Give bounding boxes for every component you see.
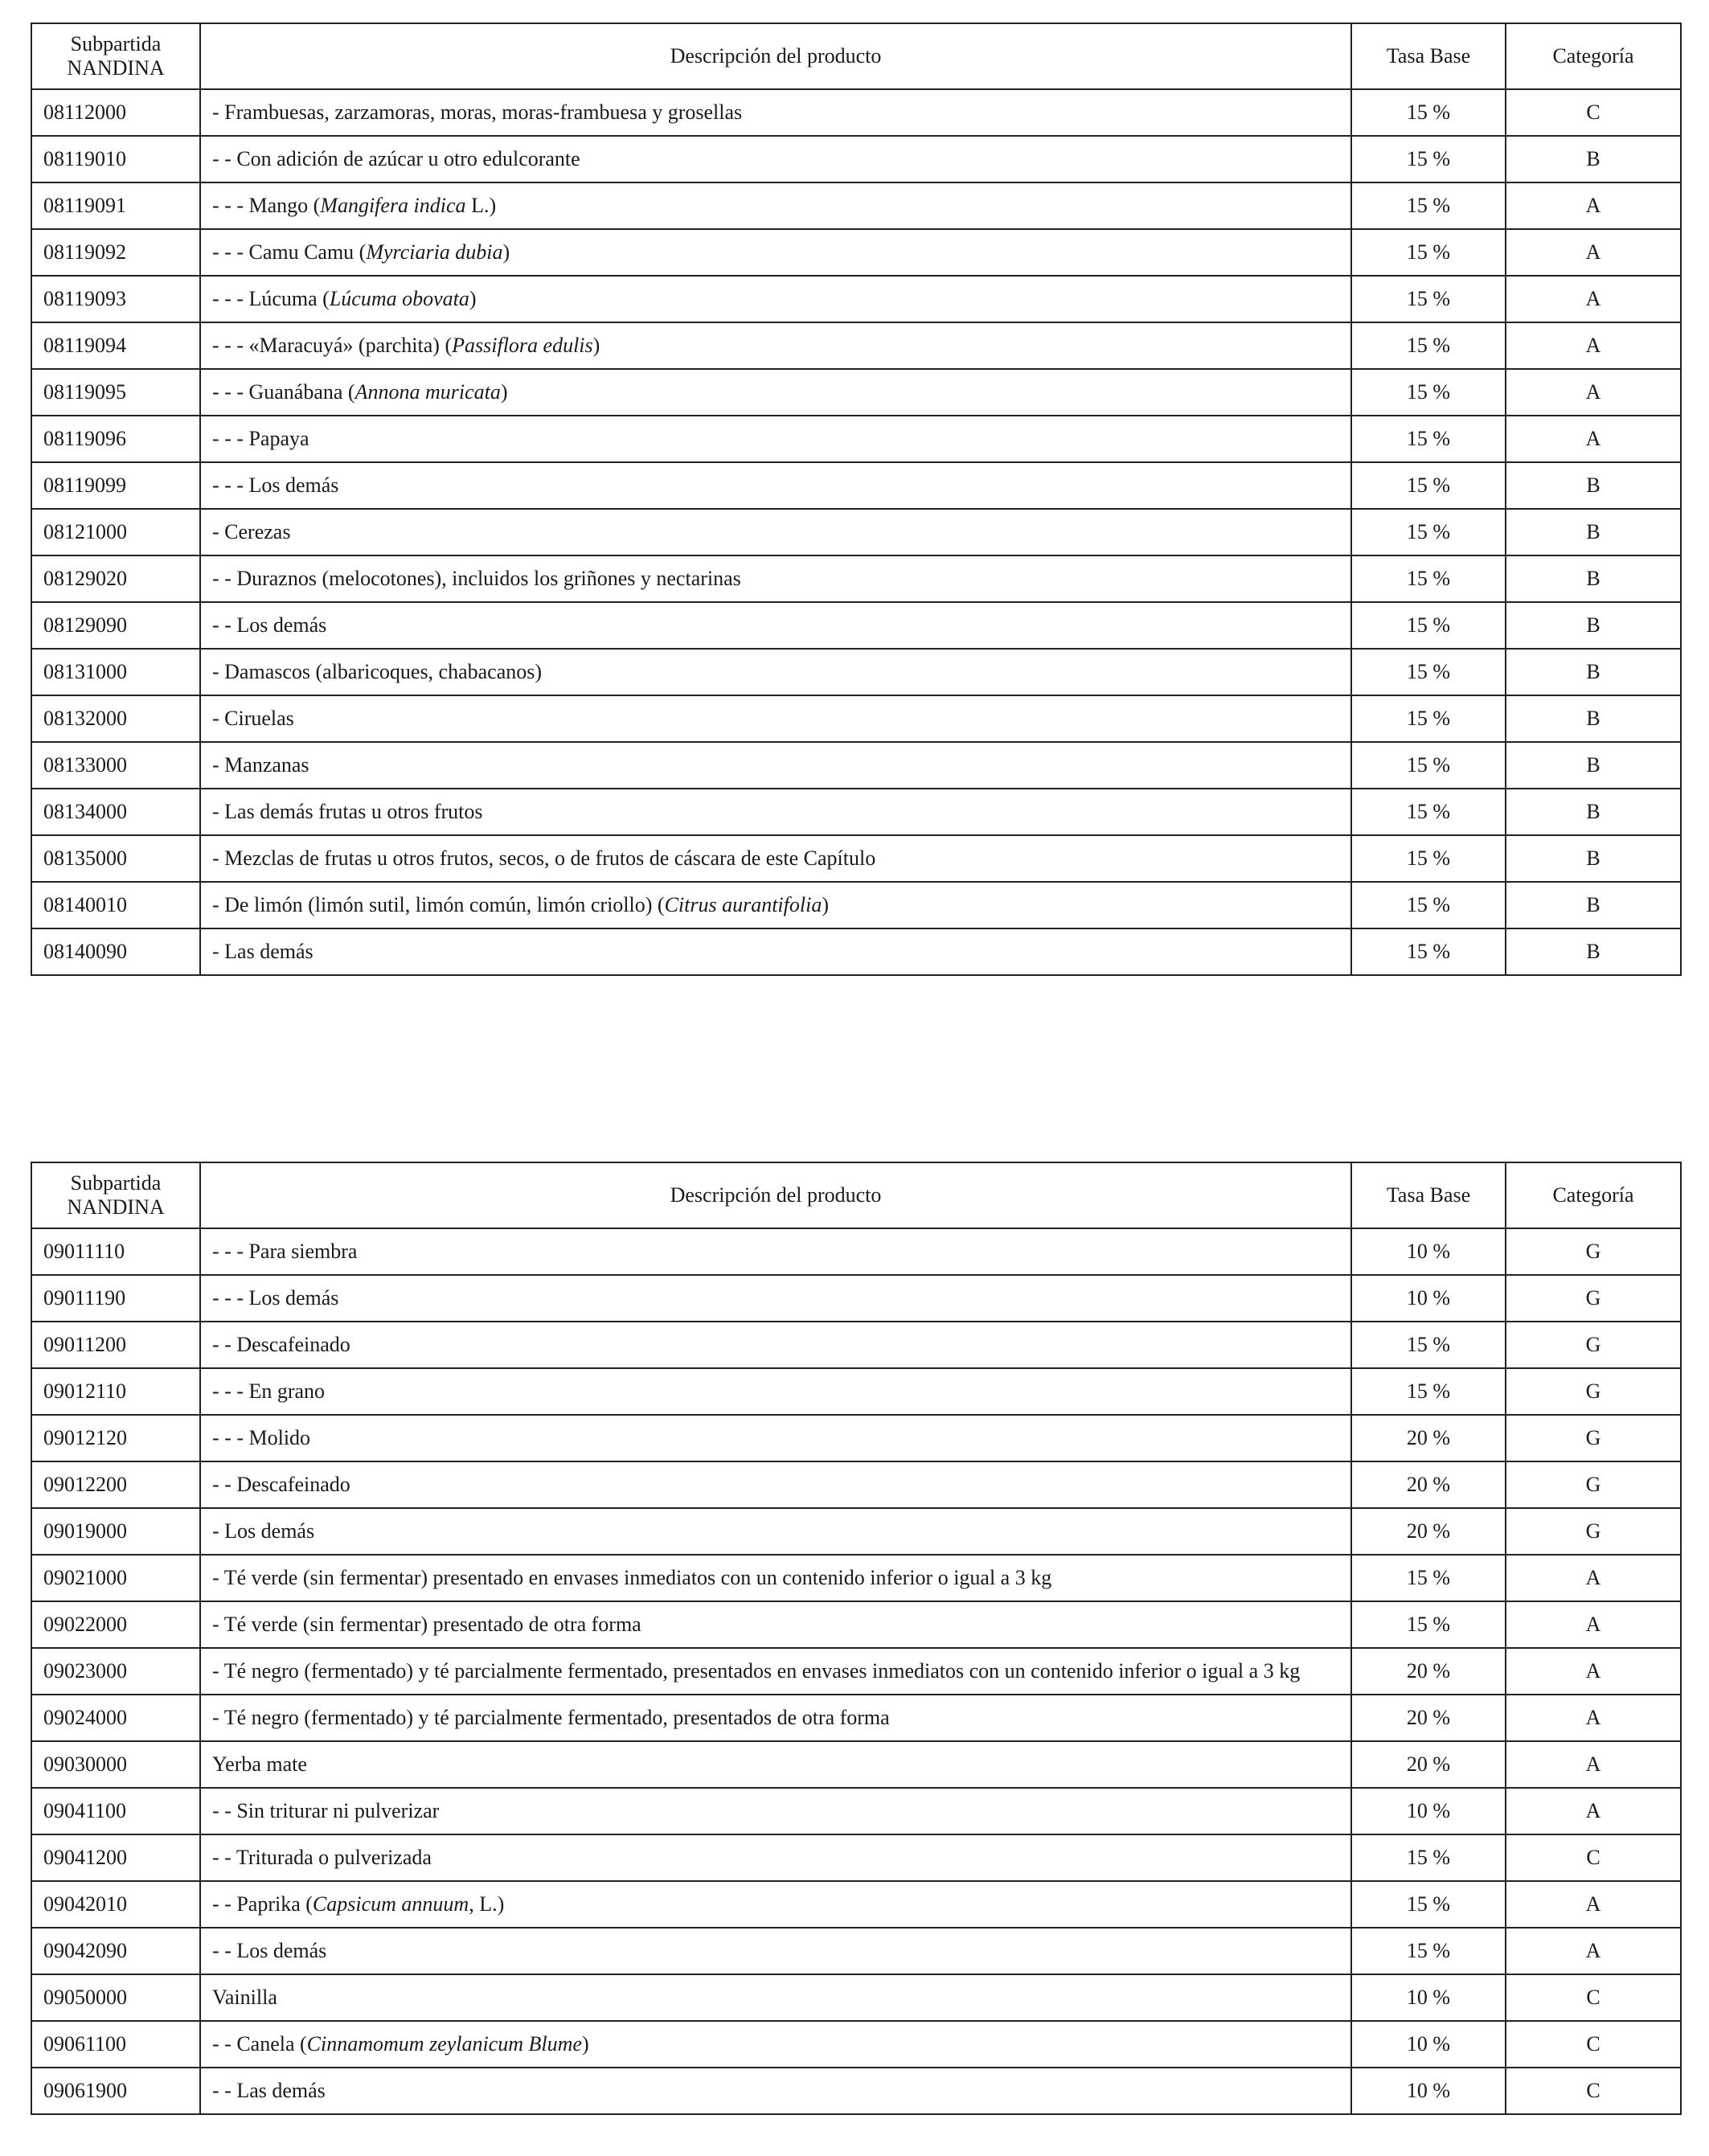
header-tasa-base: Tasa Base xyxy=(1351,1162,1506,1228)
cell-subpartida: 08119094 xyxy=(31,322,200,369)
cell-tasa-base: 15 % xyxy=(1351,1322,1506,1368)
description-text: - - Con adición de azúcar u otro edulcorante xyxy=(212,147,580,170)
cell-categoria: A xyxy=(1506,369,1681,416)
table-row xyxy=(31,89,1681,136)
cell-subpartida: 08140010 xyxy=(31,882,200,928)
cell-subpartida: 09041100 xyxy=(31,1788,200,1834)
cell-descripcion xyxy=(200,1695,1351,1741)
cell-tasa-base: 15 % xyxy=(1351,1881,1506,1928)
cell-categoria: G xyxy=(1506,1322,1681,1368)
description-text: - Té verde (sin fermentar) presentado en envases inmediatos con un contenido inferior o igual a 3 kg xyxy=(212,1566,1052,1589)
cell-categoria: A xyxy=(1506,276,1681,322)
cell-descripcion xyxy=(200,1928,1351,1974)
table-header-row xyxy=(31,1162,1681,1228)
cell-subpartida: 08119010 xyxy=(31,136,200,182)
cell-tasa-base: 15 % xyxy=(1351,695,1506,742)
cell-subpartida: 09012120 xyxy=(31,1415,200,1461)
cell-subpartida: 08129020 xyxy=(31,555,200,602)
cell-descripcion xyxy=(200,1788,1351,1834)
description-text: - - - «Maracuyá» (parchita) ( xyxy=(212,334,453,357)
description-text: ) xyxy=(581,2032,589,2056)
description-text: ) xyxy=(592,334,600,357)
cell-descripcion xyxy=(200,602,1351,649)
description-text: - - Sin triturar ni pulverizar xyxy=(212,1799,440,1822)
table-row xyxy=(31,1461,1681,1508)
cell-tasa-base: 15 % xyxy=(1351,369,1506,416)
header-tasa-base: Tasa Base xyxy=(1351,23,1506,89)
cell-tasa-base: 15 % xyxy=(1351,1928,1506,1974)
cell-descripcion xyxy=(200,2068,1351,2114)
cell-tasa-base: 15 % xyxy=(1351,1834,1506,1881)
description-text: - - - Los demás xyxy=(212,473,339,497)
table-row xyxy=(31,322,1681,369)
cell-subpartida: 09061100 xyxy=(31,2021,200,2068)
cell-subpartida: 09030000 xyxy=(31,1741,200,1788)
scientific-name: Cinnamomum zeylanicum Blume xyxy=(306,2032,582,2056)
cell-subpartida: 08121000 xyxy=(31,509,200,555)
cell-descripcion xyxy=(200,89,1351,136)
cell-subpartida: 09024000 xyxy=(31,1695,200,1741)
cell-subpartida: 09042090 xyxy=(31,1928,200,1974)
cell-descripcion xyxy=(200,555,1351,602)
cell-subpartida: 09019000 xyxy=(31,1508,200,1555)
cell-subpartida: 09050000 xyxy=(31,1974,200,2021)
table-row xyxy=(31,928,1681,975)
description-text: - Las demás xyxy=(212,940,314,963)
cell-descripcion xyxy=(200,462,1351,509)
description-text: - - - Para siembra xyxy=(212,1240,358,1263)
cell-subpartida: 08112000 xyxy=(31,89,200,136)
cell-tasa-base: 15 % xyxy=(1351,462,1506,509)
cell-descripcion xyxy=(200,882,1351,928)
cell-descripcion xyxy=(200,1741,1351,1788)
cell-subpartida: 08134000 xyxy=(31,789,200,835)
cell-tasa-base: 15 % xyxy=(1351,322,1506,369)
cell-descripcion xyxy=(200,835,1351,882)
cell-categoria: B xyxy=(1506,509,1681,555)
table-row xyxy=(31,1368,1681,1415)
tariff-table-coffee-tea-spices xyxy=(31,1162,1682,2115)
cell-descripcion xyxy=(200,1974,1351,2021)
cell-categoria: B xyxy=(1506,136,1681,182)
cell-tasa-base: 15 % xyxy=(1351,555,1506,602)
cell-categoria: B xyxy=(1506,928,1681,975)
cell-subpartida: 09011190 xyxy=(31,1275,200,1322)
cell-tasa-base: 15 % xyxy=(1351,742,1506,789)
cell-categoria: B xyxy=(1506,789,1681,835)
description-text: - - - Los demás xyxy=(212,1286,339,1310)
table-row xyxy=(31,789,1681,835)
description-text: - - - Guanábana ( xyxy=(212,380,355,404)
cell-categoria: A xyxy=(1506,1881,1681,1928)
description-text: - Té verde (sin fermentar) presentado de otra forma xyxy=(212,1613,641,1636)
cell-descripcion xyxy=(200,742,1351,789)
description-text: - - Los demás xyxy=(212,1939,327,1962)
cell-descripcion xyxy=(200,1322,1351,1368)
cell-categoria: A xyxy=(1506,1741,1681,1788)
cell-subpartida: 09042010 xyxy=(31,1881,200,1928)
cell-descripcion xyxy=(200,369,1351,416)
table-row xyxy=(31,1974,1681,2021)
description-text: - - Descafeinado xyxy=(212,1473,350,1496)
table-row xyxy=(31,2021,1681,2068)
description-text: - Las demás frutas u otros frutos xyxy=(212,800,483,823)
cell-descripcion xyxy=(200,1834,1351,1881)
table-row xyxy=(31,1228,1681,1275)
cell-categoria: A xyxy=(1506,1648,1681,1695)
cell-descripcion xyxy=(200,649,1351,695)
cell-categoria: A xyxy=(1506,1695,1681,1741)
scientific-name: Annona muricata xyxy=(355,380,501,404)
table-row xyxy=(31,1322,1681,1368)
description-text: ) xyxy=(502,240,510,264)
description-text: Vainilla xyxy=(212,1986,277,2009)
description-text: ) xyxy=(822,893,829,916)
cell-tasa-base: 10 % xyxy=(1351,1788,1506,1834)
description-text: - - Duraznos (melocotones), incluidos los griñones y nectarinas xyxy=(212,567,741,590)
cell-tasa-base: 15 % xyxy=(1351,276,1506,322)
cell-tasa-base: 15 % xyxy=(1351,509,1506,555)
table-row xyxy=(31,882,1681,928)
cell-categoria: B xyxy=(1506,882,1681,928)
description-text: ) xyxy=(469,287,477,310)
cell-subpartida: 08131000 xyxy=(31,649,200,695)
table-row xyxy=(31,1415,1681,1461)
cell-descripcion xyxy=(200,1461,1351,1508)
table-row xyxy=(31,742,1681,789)
cell-tasa-base: 15 % xyxy=(1351,928,1506,975)
header-descripcion: Descripción del producto xyxy=(200,23,1351,89)
cell-tasa-base: 20 % xyxy=(1351,1695,1506,1741)
cell-subpartida: 09012200 xyxy=(31,1461,200,1508)
scientific-name: Capsicum annuum xyxy=(312,1892,469,1916)
description-text: - Ciruelas xyxy=(212,707,294,730)
cell-descripcion xyxy=(200,2021,1351,2068)
cell-categoria: A xyxy=(1506,1928,1681,1974)
cell-categoria: B xyxy=(1506,695,1681,742)
table-row xyxy=(31,1508,1681,1555)
description-text: - - Los demás xyxy=(212,613,327,637)
cell-categoria: A xyxy=(1506,322,1681,369)
table-row xyxy=(31,1648,1681,1695)
cell-categoria: C xyxy=(1506,89,1681,136)
description-text: - - - Camu Camu ( xyxy=(212,240,367,264)
cell-categoria: G xyxy=(1506,1461,1681,1508)
description-text: - De limón (limón sutil, limón común, limón criollo) ( xyxy=(212,893,665,916)
cell-descripcion xyxy=(200,322,1351,369)
cell-tasa-base: 15 % xyxy=(1351,602,1506,649)
cell-tasa-base: 15 % xyxy=(1351,1555,1506,1601)
cell-subpartida: 09061900 xyxy=(31,2068,200,2114)
cell-tasa-base: 15 % xyxy=(1351,1601,1506,1648)
description-text: - Té negro (fermentado) y té parcialmente fermentado, presentados de otra forma xyxy=(212,1706,890,1729)
cell-subpartida: 08119091 xyxy=(31,182,200,229)
cell-tasa-base: 20 % xyxy=(1351,1741,1506,1788)
description-text: - - Paprika ( xyxy=(212,1892,313,1916)
cell-tasa-base: 15 % xyxy=(1351,1368,1506,1415)
cell-descripcion xyxy=(200,695,1351,742)
cell-subpartida: 09022000 xyxy=(31,1601,200,1648)
cell-descripcion xyxy=(200,136,1351,182)
cell-subpartida: 08119095 xyxy=(31,369,200,416)
table-row xyxy=(31,182,1681,229)
cell-descripcion xyxy=(200,1275,1351,1322)
cell-categoria: C xyxy=(1506,1974,1681,2021)
cell-categoria: B xyxy=(1506,462,1681,509)
cell-tasa-base: 10 % xyxy=(1351,1228,1506,1275)
description-text: - Frambuesas, zarzamoras, moras, moras-frambuesa y grosellas xyxy=(212,100,743,124)
cell-descripcion xyxy=(200,1881,1351,1928)
cell-tasa-base: 15 % xyxy=(1351,649,1506,695)
table-header-row xyxy=(31,23,1681,89)
cell-tasa-base: 15 % xyxy=(1351,789,1506,835)
table-row xyxy=(31,2068,1681,2114)
description-text: - - - Papaya xyxy=(212,427,309,450)
table-row xyxy=(31,649,1681,695)
cell-descripcion xyxy=(200,1555,1351,1601)
cell-categoria: G xyxy=(1506,1368,1681,1415)
table-row xyxy=(31,1881,1681,1928)
cell-categoria: B xyxy=(1506,835,1681,882)
cell-categoria: G xyxy=(1506,1275,1681,1322)
cell-tasa-base: 20 % xyxy=(1351,1415,1506,1461)
cell-subpartida: 09011200 xyxy=(31,1322,200,1368)
cell-categoria: G xyxy=(1506,1415,1681,1461)
description-text: L.) xyxy=(465,194,497,217)
table-row xyxy=(31,509,1681,555)
scientific-name: Citrus aurantifolia xyxy=(664,893,822,916)
cell-subpartida: 08132000 xyxy=(31,695,200,742)
cell-tasa-base: 10 % xyxy=(1351,2021,1506,2068)
cell-descripcion xyxy=(200,276,1351,322)
table-row xyxy=(31,369,1681,416)
cell-descripcion xyxy=(200,182,1351,229)
description-text: - - Canela ( xyxy=(212,2032,307,2056)
cell-categoria: G xyxy=(1506,1228,1681,1275)
description-text: , L.) xyxy=(469,1892,505,1916)
cell-tasa-base: 15 % xyxy=(1351,229,1506,276)
description-text: - - - En grano xyxy=(212,1379,326,1403)
table-row xyxy=(31,1601,1681,1648)
cell-descripcion xyxy=(200,1601,1351,1648)
description-text: - Té negro (fermentado) y té parcialmente fermentado, presentados en envases inmediatos con un contenido inferior o igual a 3 kg xyxy=(212,1659,1301,1683)
cell-descripcion xyxy=(200,1228,1351,1275)
description-text: - - - Molido xyxy=(212,1426,311,1449)
cell-categoria: C xyxy=(1506,1834,1681,1881)
cell-subpartida: 08135000 xyxy=(31,835,200,882)
tariff-table-fruits xyxy=(31,23,1682,976)
description-text: - - - Lúcuma ( xyxy=(212,287,330,310)
cell-tasa-base: 10 % xyxy=(1351,2068,1506,2114)
scientific-name: Passiflora edulis xyxy=(452,334,593,357)
description-text: Yerba mate xyxy=(212,1752,307,1776)
table-row xyxy=(31,1275,1681,1322)
cell-tasa-base: 10 % xyxy=(1351,1974,1506,2021)
header-descripcion: Descripción del producto xyxy=(200,1162,1351,1228)
table-row xyxy=(31,276,1681,322)
cell-subpartida: 09023000 xyxy=(31,1648,200,1695)
cell-categoria: C xyxy=(1506,2021,1681,2068)
table-row xyxy=(31,1928,1681,1974)
table-row xyxy=(31,136,1681,182)
cell-subpartida: 09041200 xyxy=(31,1834,200,1881)
cell-categoria: B xyxy=(1506,602,1681,649)
cell-subpartida: 08140090 xyxy=(31,928,200,975)
cell-tasa-base: 15 % xyxy=(1351,416,1506,462)
cell-descripcion xyxy=(200,1648,1351,1695)
cell-tasa-base: 15 % xyxy=(1351,136,1506,182)
cell-categoria: B xyxy=(1506,742,1681,789)
cell-tasa-base: 20 % xyxy=(1351,1461,1506,1508)
table-row xyxy=(31,1555,1681,1601)
cell-descripcion xyxy=(200,416,1351,462)
table-row xyxy=(31,1788,1681,1834)
table-row xyxy=(31,555,1681,602)
header-categoria: Categoría xyxy=(1506,1162,1681,1228)
cell-categoria: G xyxy=(1506,1508,1681,1555)
table-row xyxy=(31,695,1681,742)
description-text: - - Triturada o pulverizada xyxy=(212,1846,432,1869)
cell-tasa-base: 15 % xyxy=(1351,89,1506,136)
cell-tasa-base: 15 % xyxy=(1351,835,1506,882)
description-text: - Damascos (albaricoques, chabacanos) xyxy=(212,660,543,683)
cell-categoria: B xyxy=(1506,649,1681,695)
cell-descripcion xyxy=(200,1368,1351,1415)
header-subpartida: Subpartida NANDINA xyxy=(31,1162,200,1228)
description-text: - Los demás xyxy=(212,1519,315,1543)
cell-categoria: A xyxy=(1506,1601,1681,1648)
table-row xyxy=(31,416,1681,462)
header-subpartida: Subpartida NANDINA xyxy=(31,23,200,89)
cell-categoria: A xyxy=(1506,182,1681,229)
scientific-name: Myrciaria dubia xyxy=(366,240,503,264)
table-row xyxy=(31,462,1681,509)
cell-tasa-base: 10 % xyxy=(1351,1275,1506,1322)
scientific-name: Lúcuma obovata xyxy=(329,287,469,310)
scientific-name: Mangifera indica xyxy=(320,194,466,217)
description-text: - - Descafeinado xyxy=(212,1333,350,1356)
description-text: - Manzanas xyxy=(212,753,309,777)
cell-descripcion xyxy=(200,1415,1351,1461)
cell-categoria: A xyxy=(1506,1555,1681,1601)
cell-categoria: A xyxy=(1506,229,1681,276)
table-row xyxy=(31,602,1681,649)
table-row xyxy=(31,1834,1681,1881)
cell-subpartida: 08129090 xyxy=(31,602,200,649)
cell-subpartida: 08119096 xyxy=(31,416,200,462)
cell-descripcion xyxy=(200,789,1351,835)
cell-categoria: C xyxy=(1506,2068,1681,2114)
cell-tasa-base: 15 % xyxy=(1351,882,1506,928)
cell-descripcion xyxy=(200,928,1351,975)
description-text: - - - Mango ( xyxy=(212,194,321,217)
cell-subpartida: 08119092 xyxy=(31,229,200,276)
cell-subpartida: 08119093 xyxy=(31,276,200,322)
cell-subpartida: 08119099 xyxy=(31,462,200,509)
table-row xyxy=(31,835,1681,882)
cell-tasa-base: 20 % xyxy=(1351,1508,1506,1555)
cell-subpartida: 08133000 xyxy=(31,742,200,789)
table-row xyxy=(31,1695,1681,1741)
cell-subpartida: 09011110 xyxy=(31,1228,200,1275)
table-row xyxy=(31,229,1681,276)
description-text: - - Las demás xyxy=(212,2079,326,2102)
description-text: ) xyxy=(500,380,508,404)
description-text: - Cerezas xyxy=(212,520,291,543)
cell-tasa-base: 15 % xyxy=(1351,182,1506,229)
cell-descripcion xyxy=(200,509,1351,555)
cell-descripcion xyxy=(200,229,1351,276)
cell-descripcion xyxy=(200,1508,1351,1555)
cell-subpartida: 09012110 xyxy=(31,1368,200,1415)
description-text: - Mezclas de frutas u otros frutos, secos, o de frutos de cáscara de este Capítulo xyxy=(212,846,876,870)
cell-categoria: A xyxy=(1506,1788,1681,1834)
cell-tasa-base: 20 % xyxy=(1351,1648,1506,1695)
cell-subpartida: 09021000 xyxy=(31,1555,200,1601)
header-categoria: Categoría xyxy=(1506,23,1681,89)
cell-categoria: A xyxy=(1506,416,1681,462)
table-row xyxy=(31,1741,1681,1788)
cell-categoria: B xyxy=(1506,555,1681,602)
